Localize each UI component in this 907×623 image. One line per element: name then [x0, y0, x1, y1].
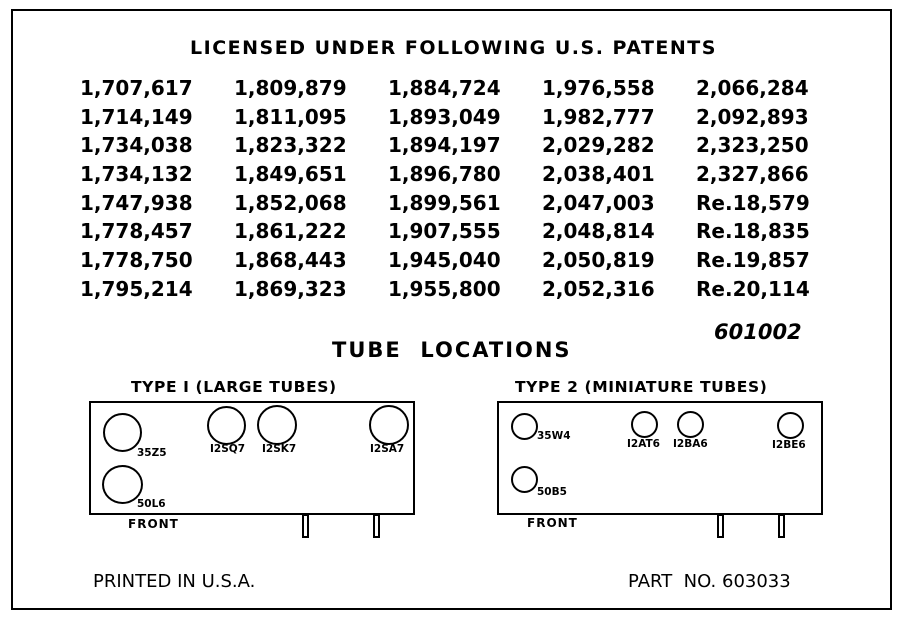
type2-title: TYPE 2 (MINIATURE TUBES)	[515, 378, 768, 396]
patent-number: 2,092,893	[696, 104, 809, 129]
patent-number: 1,734,132	[80, 162, 193, 187]
patent-number: 1,809,879	[234, 76, 347, 100]
patent-number: 2,038,401	[542, 162, 655, 187]
tube-socket-12sk7	[257, 405, 297, 445]
patent-number: 1,976,558	[542, 76, 655, 100]
patent-number: 2,048,814	[542, 219, 655, 244]
patent-number: 1,823,322	[234, 133, 347, 158]
tube-locations-title: TUBE LOCATIONS	[332, 338, 572, 362]
patent-column	[234, 74, 388, 304]
patent-number: 2,052,316	[542, 276, 655, 301]
tube-label-12sk7: I2SK7	[262, 443, 297, 455]
tube-label-50l6: 50L6	[137, 498, 166, 510]
patent-number: 1,894,197	[388, 133, 501, 158]
patent-number: 1,849,651	[234, 162, 347, 187]
patent-number: 1,945,040	[388, 248, 501, 273]
chassis-leg	[302, 514, 309, 538]
patent-number: 2,029,282	[542, 133, 655, 158]
tube-socket-50b5	[511, 466, 538, 493]
chassis-leg	[373, 514, 380, 538]
tube-label-12sa7: I2SA7	[370, 443, 405, 455]
tube-label-12at6: I2AT6	[627, 438, 660, 450]
patent-number: 1,734,038	[80, 133, 193, 158]
patent-number: Re.20,114	[696, 276, 810, 301]
patent-column	[542, 74, 696, 304]
tube-socket-35w4	[511, 413, 538, 440]
patent-number: 1,899,561	[388, 190, 501, 215]
patent-column	[80, 74, 234, 304]
chassis-leg	[778, 514, 785, 538]
tube-label-12sq7: I2SQ7	[210, 443, 246, 455]
patent-number: 1,778,457	[80, 219, 193, 244]
patent-number: 1,714,149	[80, 104, 193, 129]
patent-number: 1,778,750	[80, 248, 193, 273]
tube-label-50b5: 50B5	[537, 486, 567, 498]
tube-socket-12sa7	[369, 405, 409, 445]
patent-number: 1,852,068	[234, 190, 347, 215]
patent-number: 1,869,323	[234, 276, 347, 301]
patent-number: Re.19,857	[696, 248, 810, 273]
patent-number: 1,747,938	[80, 190, 193, 215]
patent-number: 1,896,780	[388, 162, 501, 187]
patent-number: 2,050,819	[542, 248, 655, 273]
tube-socket-12be6	[777, 412, 804, 439]
patent-number: 1,707,617	[80, 76, 193, 100]
stamp-number: 601002	[714, 320, 802, 344]
patent-number: 2,327,866	[696, 162, 809, 187]
printed-in-usa: PRINTED IN U.S.A.	[93, 571, 256, 592]
type1-title: TYPE I (LARGE TUBES)	[131, 378, 337, 396]
patent-number: 2,066,284	[696, 76, 809, 100]
patent-number: 2,323,250	[696, 133, 809, 158]
tube-label-35z5: 35Z5	[137, 447, 167, 459]
patent-number: 1,893,049	[388, 104, 501, 129]
type1-front-label: FRONT	[128, 517, 179, 531]
tube-socket-12sq7	[207, 406, 246, 445]
patent-number: Re.18,579	[696, 190, 810, 215]
patent-number: 1,868,443	[234, 248, 347, 273]
tube-label-12ba6: I2BA6	[673, 438, 708, 450]
patent-number: 1,982,777	[542, 104, 655, 129]
patent-number: 2,047,003	[542, 190, 655, 215]
patent-number: 1,907,555	[388, 219, 501, 244]
tube-label-35w4: 35W4	[537, 430, 571, 442]
part-number: PART NO. 603033	[628, 571, 791, 592]
patent-number: 1,795,214	[80, 276, 193, 301]
patent-number: 1,861,222	[234, 219, 347, 244]
patent-column	[696, 74, 850, 304]
type2-front-label: FRONT	[527, 516, 578, 530]
patents-title: LICENSED UNDER FOLLOWING U.S. PATENTS	[190, 37, 717, 59]
patent-column	[388, 74, 542, 304]
patent-number: 1,884,724	[388, 76, 501, 100]
tube-label-12be6: I2BE6	[772, 439, 806, 451]
patents-grid	[80, 74, 850, 304]
chassis-leg	[717, 514, 724, 538]
patent-number: Re.18,835	[696, 219, 810, 244]
tube-socket-12ba6	[677, 411, 704, 438]
patent-number: 1,811,095	[234, 104, 347, 129]
patent-number: 1,955,800	[388, 276, 501, 301]
tube-socket-12at6	[631, 411, 658, 438]
